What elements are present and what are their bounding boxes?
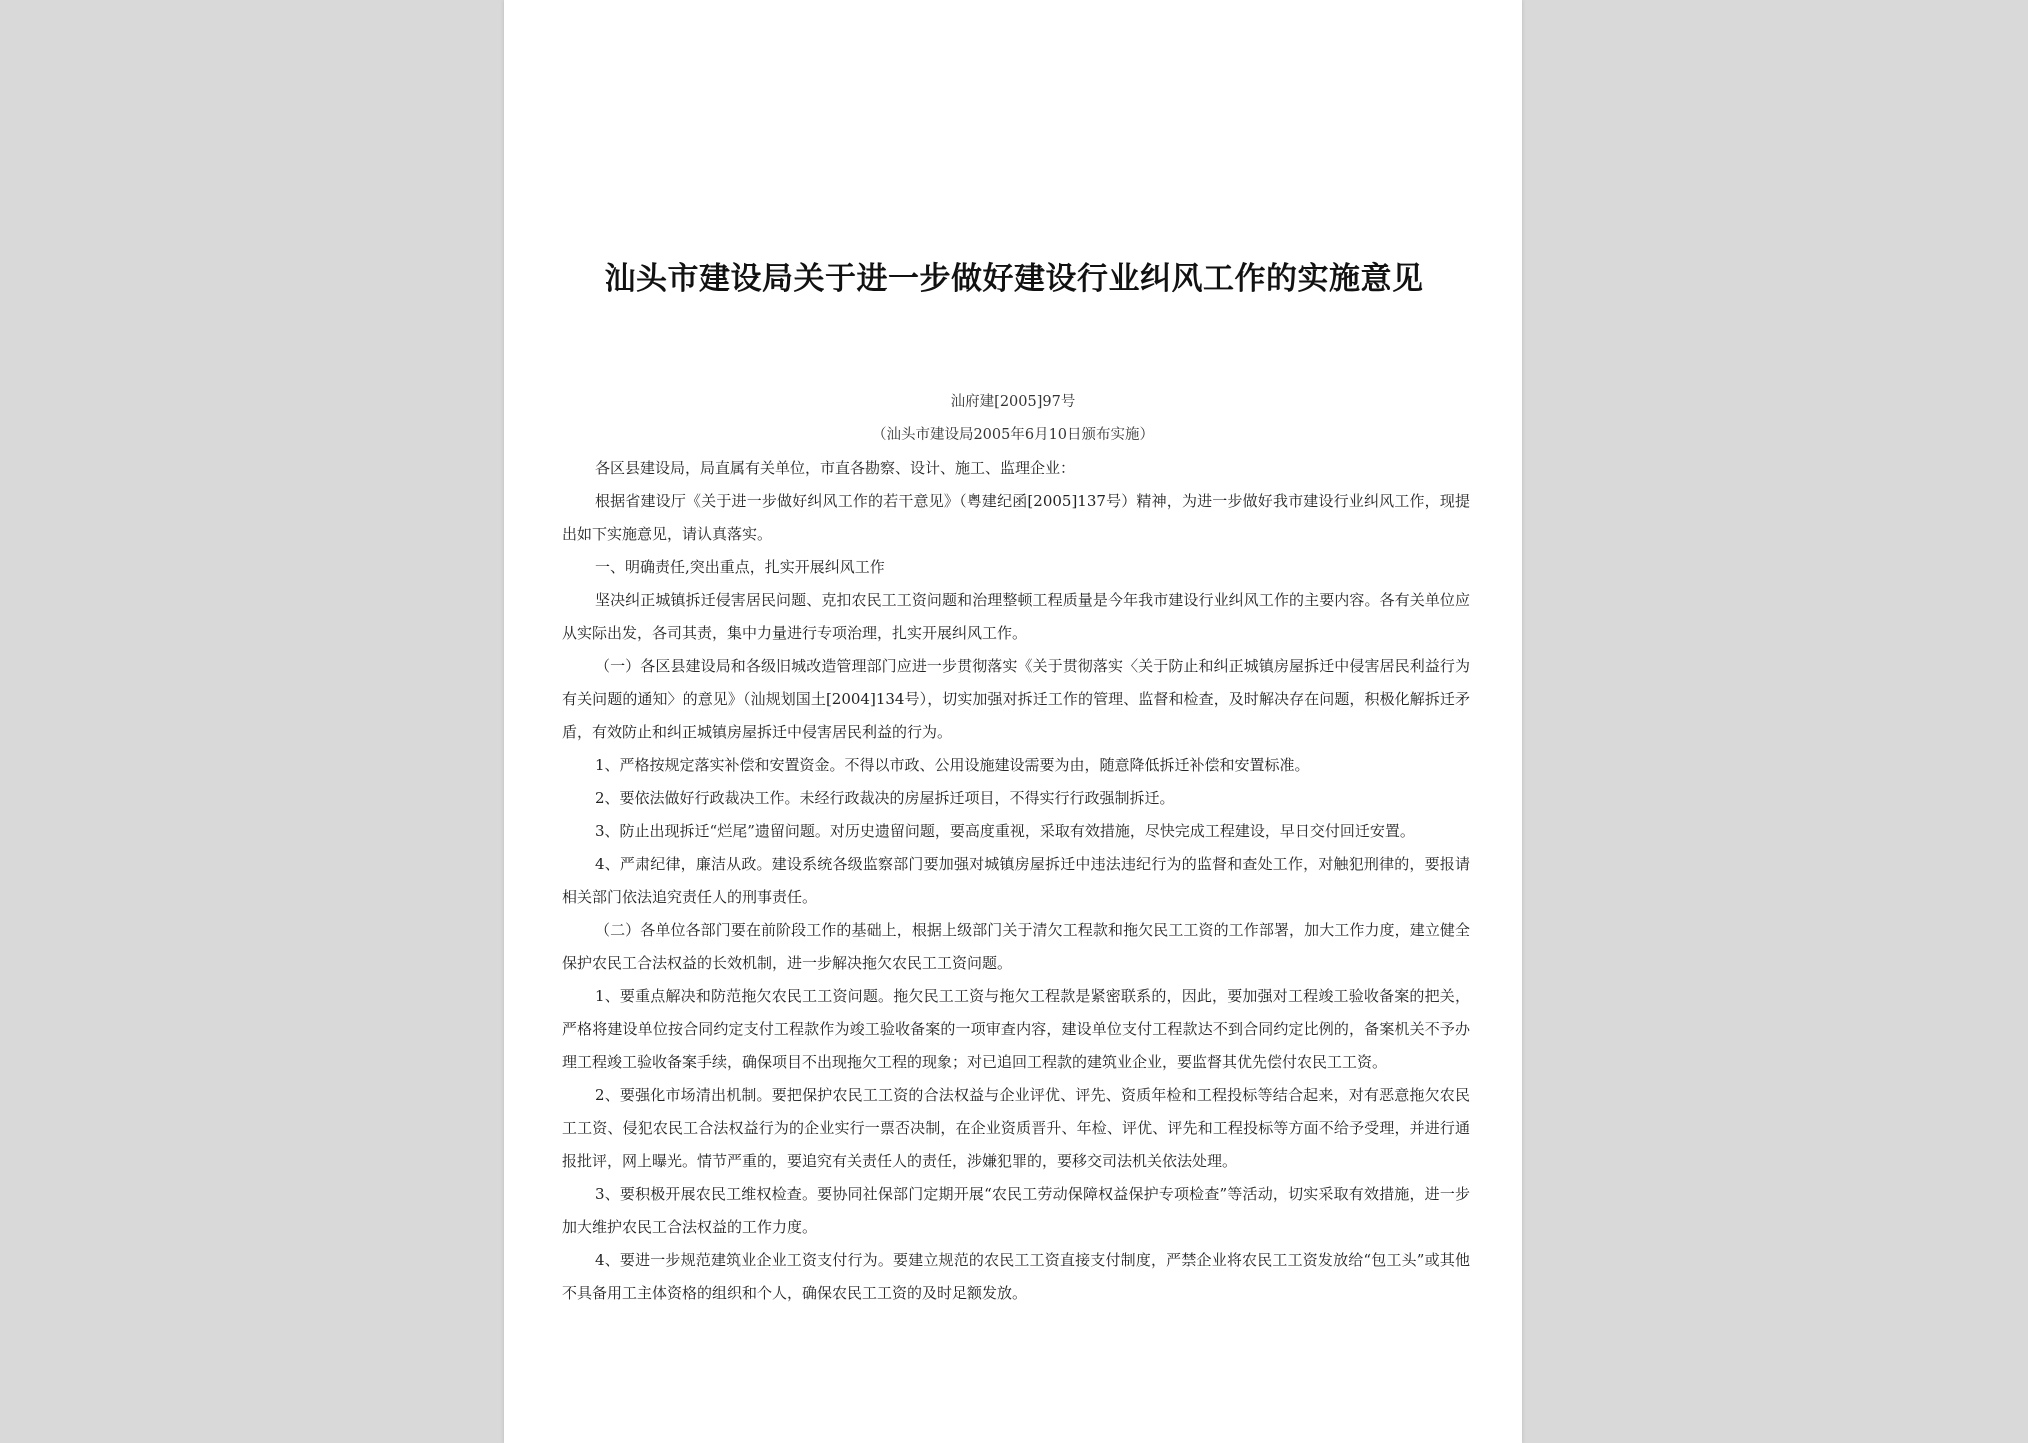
document-title: 汕头市建设局关于进一步做好建设行业纠风工作的实施意见 bbox=[604, 261, 1424, 297]
paragraph: （一）各区县建设局和各级旧城改造管理部门应进一步贯彻落实《关于贯彻落实〈关于防止和纠正城镇房屋拆迁中侵害居民利益行为有关问题的通知〉的意见》（汕规划国土[2004]134号），切实加强对拆迁工作的管理、监督和检查，及时解决存在问题，积极化解拆迁矛盾，有效防止和纠正城镇房屋拆迁中侵害居民利益的行为。 bbox=[562, 657, 1470, 741]
paragraph: （二）各单位各部门要在前阶段工作的基础上，根据上级部门关于清欠工程款和拖欠民工工资的工作部署，加大工作力度，建立健全保护农民工合法权益的长效机制，进一步解决拖欠农民工工资问题。 bbox=[562, 921, 1470, 972]
list-item: 4、要进一步规范建筑业企业工资支付行为。要建立规范的农民工工资直接支付制度，严禁企业将农民工工资发放给“包工头”或其他不具备用工主体资格的组织和个人，确保农民工工资的及时足额发放。 bbox=[562, 1251, 1470, 1302]
list-item: 4、严肃纪律，廉洁从政。建设系统各级监察部门要加强对城镇房屋拆迁中违法违纪行为的监督和查处工作，对触犯刑律的，要报请相关部门依法追究责任人的刑事责任。 bbox=[562, 855, 1470, 906]
paragraph-preamble: 根据省建设厅《关于进一步做好纠风工作的若干意见》（粤建纪函[2005]137号）精神，为进一步做好我市建设行业纠风工作，现提出如下实施意见，请认真落实。 bbox=[562, 492, 1470, 543]
paragraph: 坚决纠正城镇拆迁侵害居民问题、克扣农民工工资问题和治理整顿工程质量是今年我市建设行业纠风工作的主要内容。各有关单位应从实际出发，各司其责，集中力量进行专项治理，扎实开展纠风工作。 bbox=[562, 591, 1470, 642]
list-item: 3、要积极开展农民工维权检查。要协同社保部门定期开展“农民工劳动保障权益保护专项检查”等活动，切实采取有效措施，进一步加大维护农民工合法权益的工作力度。 bbox=[562, 1185, 1470, 1236]
list-item: 3、防止出现拆迁“烂尾”遗留问题。对历史遗留问题，要高度重视，采取有效措施，尽快完成工程建设，早日交付回迁安置。 bbox=[595, 822, 1415, 840]
section-heading-1: 一、明确责任,突出重点，扎实开展纠风工作 bbox=[595, 558, 885, 576]
list-item: 1、严格按规定落实补偿和安置资金。不得以市政、公用设施建设需要为由，随意降低拆迁补偿和安置标准。 bbox=[595, 756, 1310, 774]
list-item: 2、要依法做好行政裁决工作。未经行政裁决的房屋拆迁项目，不得实行行政强制拆迁。 bbox=[595, 789, 1175, 807]
document-page bbox=[504, 0, 1522, 1443]
paragraph-salutation: 各区县建设局，局直属有关单位，市直各勘察、设计、施工、监理企业： bbox=[595, 459, 1076, 477]
list-item: 2、要强化市场清出机制。要把保护农民工工资的合法权益与企业评优、评先、资质年检和工程投标等结合起来，对有恶意拖欠农民工工资、侵犯农民工合法权益行为的企业实行一票否决制，在企业资质晋升、年检、评优、评先和工程投标等方面不给予受理，并进行通报批评，网上曝光。情节严重的，要追究有关责任人的责任，涉嫌犯罪的，要移交司法机关依法处理。 bbox=[562, 1086, 1470, 1170]
document-number: 汕府建[2005]97号 bbox=[950, 394, 1076, 410]
list-item: 1、要重点解决和防范拖欠农民工工资问题。拖欠民工工资与拖欠工程款是紧密联系的，因此，要加强对工程竣工验收备案的把关，严格将建设单位按合同约定支付工程款作为竣工验收备案的一项审查内容，建设单位支付工程款达不到合同约定比例的，备案机关不予办理工程竣工验收备案手续，确保项目不出现拖欠工程的现象；对已追回工程款的建筑业企业，要监督其优先偿付农民工工资。 bbox=[562, 987, 1470, 1071]
document-issue-note: （汕头市建设局2005年6月10日颁布实施） bbox=[871, 427, 1155, 443]
document-body bbox=[562, 452, 1470, 1310]
